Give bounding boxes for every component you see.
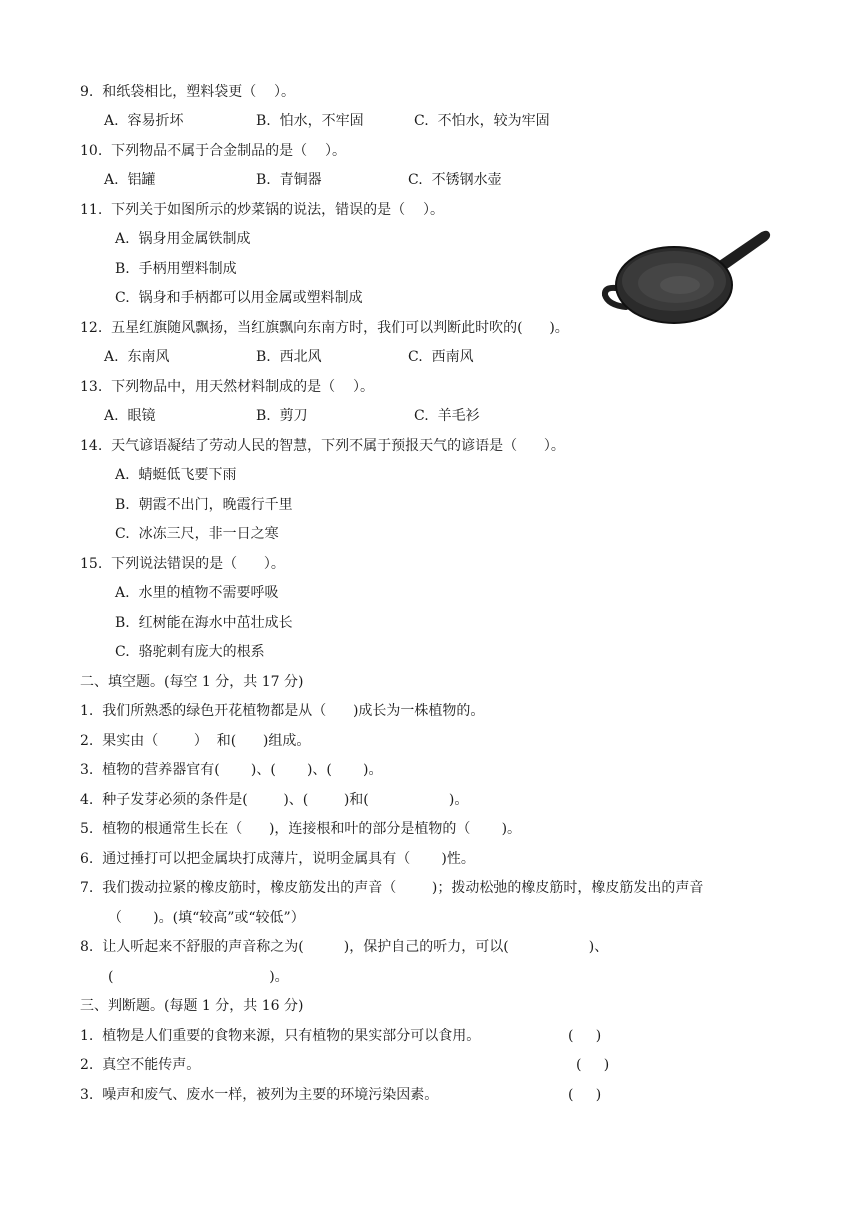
question-15: 15. 下列说法错误的是（ ）。: [80, 556, 285, 572]
option-a: A. 铝罐: [104, 172, 156, 188]
option-a: A. 眼镜: [104, 408, 156, 424]
answer-blank: ( ): [576, 1057, 610, 1073]
option-c: C. 西南风: [408, 349, 474, 365]
question-10: 10. 下列物品不属于合金制品的是（ ）。: [80, 143, 346, 159]
option-c: C. 不锈钢水壶: [408, 172, 502, 188]
option-a: A. 锅身用金属铁制成: [115, 231, 251, 247]
fill-question-8-cont: ( )。: [108, 969, 289, 985]
fill-question-1: 1. 我们所熟悉的绿色开花植物都是从（ )成长为一株植物的。: [80, 703, 485, 719]
fill-question-4: 4. 种子发芽必须的条件是( )、( )和( )。: [80, 792, 469, 808]
option-a: A. 水里的植物不需要呼吸: [115, 585, 279, 601]
option-b: B. 红树能在海水中茁壮成长: [115, 615, 293, 631]
fill-question-6: 6. 通过捶打可以把金属块打成薄片，说明金属具有（ )性。: [80, 851, 475, 867]
fill-question-7-cont: （ )。(填“较高”或“较低”）: [108, 910, 305, 926]
option-b: B. 怕水，不牢固: [256, 113, 364, 129]
option-a: A. 容易折坏: [104, 113, 184, 129]
fill-question-2: 2. 果实由（ ） 和( )组成。: [80, 733, 311, 749]
fill-question-7: 7. 我们拨动拉紧的橡皮筋时，橡皮筋发出的声音（ )；拨动松弛的橡皮筋时，橡皮筋发出的声音: [80, 880, 704, 896]
option-c: C. 骆驼刺有庞大的根系: [115, 644, 265, 660]
option-a: A. 蜻蜓低飞要下雨: [115, 467, 237, 483]
judge-question-3: 3. 噪声和废气、废水一样，被列为主要的环境污染因素。: [80, 1087, 439, 1103]
answer-blank: ( ): [568, 1087, 602, 1103]
question-12: 12. 五星红旗随风飘扬，当红旗飘向东南方时，我们可以判断此时吹的( )。: [80, 320, 569, 336]
option-c: C. 不怕水，较为牢固: [414, 113, 550, 129]
wok-icon: [600, 225, 772, 330]
fill-question-5: 5. 植物的根通常生长在（ )，连接根和叶的部分是植物的（ )。: [80, 821, 522, 837]
question-13: 13. 下列物品中，用天然材料制成的是（ ）。: [80, 379, 374, 395]
answer-blank: ( ): [568, 1028, 602, 1044]
option-c: C. 冰冻三尺，非一日之寒: [115, 526, 279, 542]
option-b: B. 朝霞不出门，晚霞行千里: [115, 497, 293, 513]
section-heading-judge: 三、判断题。(每题 1 分，共 16 分): [80, 998, 304, 1014]
option-c: C. 羊毛衫: [414, 408, 480, 424]
option-b: B. 青铜器: [256, 172, 322, 188]
question-11: 11. 下列关于如图所示的炒菜锅的说法，错误的是（ ）。: [80, 202, 444, 218]
section-heading-fill: 二、填空题。(每空 1 分，共 17 分): [80, 674, 304, 690]
option-c: C. 锅身和手柄都可以用金属或塑料制成: [115, 290, 363, 306]
option-b: B. 西北风: [256, 349, 322, 365]
judge-question-2: 2. 真空不能传声。: [80, 1057, 201, 1073]
option-a: A. 东南风: [104, 349, 170, 365]
option-b: B. 剪刀: [256, 408, 308, 424]
judge-question-1: 1. 植物是人们重要的食物来源，只有植物的果实部分可以食用。: [80, 1028, 481, 1044]
fill-question-8: 8. 让人听起来不舒服的声音称之为( )，保护自己的听力，可以( )、: [80, 939, 609, 955]
question-9: 9. 和纸袋相比，塑料袋更（ ）。: [80, 84, 296, 100]
fill-question-3: 3. 植物的营养器官有( )、( )、( )。: [80, 762, 383, 778]
question-14: 14. 天气谚语凝结了劳动人民的智慧，下列不属于预报天气的谚语是（ ）。: [80, 438, 565, 454]
option-b: B. 手柄用塑料制成: [115, 261, 237, 277]
